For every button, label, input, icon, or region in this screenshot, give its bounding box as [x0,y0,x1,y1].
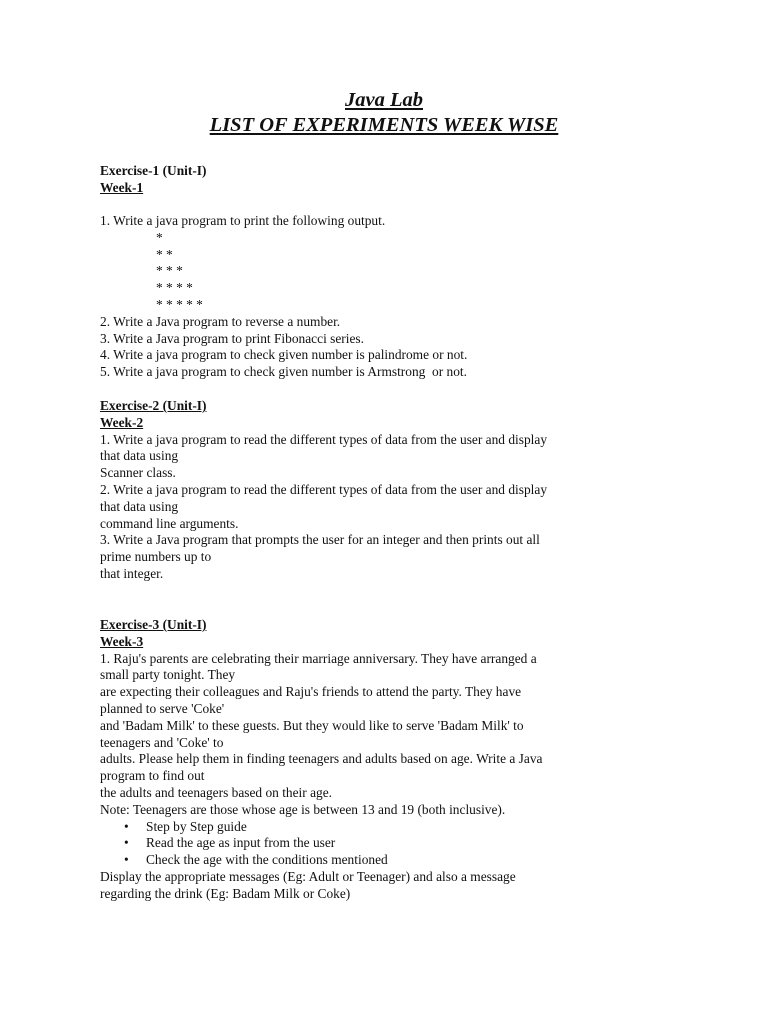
exercise-2-text-line: that data using [100,498,179,514]
bullet-text: Read the age as input from the user [146,835,336,851]
bullet-icon: • [124,818,129,834]
exercise-3-text-line: Display the appropriate messages (Eg: Adult or Teenager) and also a message [100,868,516,884]
exercise-2-text-line: 3. Write a Java program that prompts the user for an integer and then prints out all [100,532,540,548]
document-title: Java Lab [345,89,423,111]
exercise-2-section [100,398,660,583]
star-pattern-row: * [156,229,163,245]
star-pattern-row: * * [156,246,173,262]
exercise-1-body [100,213,660,381]
list-item [100,819,660,836]
bullet-text: Check the age with the conditions mentioned [146,852,388,868]
list-item [100,852,660,869]
exercise-1-item-1: 1. Write a java program to print the following output. [100,213,386,228]
exercise-1-item-3: 3. Write a Java program to print Fibonacci series. [100,330,364,346]
star-pattern-row: * * * * [156,280,193,296]
exercise-1-item-2: 2. Write a Java program to reverse a number. [100,313,341,329]
exercise-3-text-line: are expecting their colleagues and Raju's friends to attend the party. They have [100,684,522,700]
exercise-2-text-line: Scanner class. [100,465,176,481]
week-2-heading: Week-2 [100,414,144,430]
star-pattern-row: * * * [156,263,183,279]
exercise-1-heading: Exercise-1 (Unit-I) [100,163,207,178]
exercise-3-text-line: teenagers and 'Coke' to [100,734,224,750]
bullet-icon: • [124,835,129,851]
exercise-2-text-line: prime numbers up to [100,549,212,565]
exercise-3-text-line: regarding the drink (Eg: Badam Milk or Coke) [100,885,351,901]
exercise-3-text-line: small party tonight. They [100,667,236,683]
exercise-2-heading: Exercise-2 (Unit-I) [100,398,207,413]
exercise-3-text-line: 1. Raju's parents are celebrating their marriage anniversary. They have arranged a [100,650,537,666]
exercise-2-text-line: 2. Write a java program to read the different types of data from the user and display [100,481,548,497]
exercise-3-bullet-list [100,819,660,869]
exercise-2-text-line: command line arguments. [100,515,239,531]
exercise-3-text-line: and 'Badam Milk' to these guests. But they would like to serve 'Badam Milk' to [100,717,524,733]
exercise-1-item-4: 4. Write a java program to check given number is palindrome or not. [100,347,468,363]
exercise-3-heading: Exercise-3 (Unit-I) [100,617,207,632]
exercise-3-note: Note: Teenagers are those whose age is between 13 and 19 (both inclusive). [100,801,506,817]
list-item [100,835,660,852]
exercise-1-section [100,163,660,197]
exercise-3-text-line: planned to serve 'Coke' [100,700,225,716]
exercise-2-text-line: 1. Write a java program to read the different types of data from the user and display [100,431,548,447]
exercise-2-text-line: that data using [100,448,179,464]
document-subtitle: LIST OF EXPERIMENTS WEEK WISE [209,114,559,136]
exercise-1-item-5: 5. Write a java program to check given number is Armstrong or not. [100,364,467,380]
star-pattern-row: * * * * * [156,296,203,312]
exercise-3-text-line: the adults and teenagers based on their age. [100,784,333,800]
week-3-heading: Week-3 [100,633,144,649]
week-1-heading: Week-1 [100,179,144,195]
exercise-3-section [100,617,660,903]
bullet-icon: • [124,852,129,868]
exercise-3-text-line: adults. Please help them in finding teenagers and adults based on age. Write a Java [100,751,543,767]
exercise-3-text-line: program to find out [100,768,205,784]
bullet-text: Step by Step guide [146,818,247,834]
exercise-2-text-line: that integer. [100,565,164,581]
